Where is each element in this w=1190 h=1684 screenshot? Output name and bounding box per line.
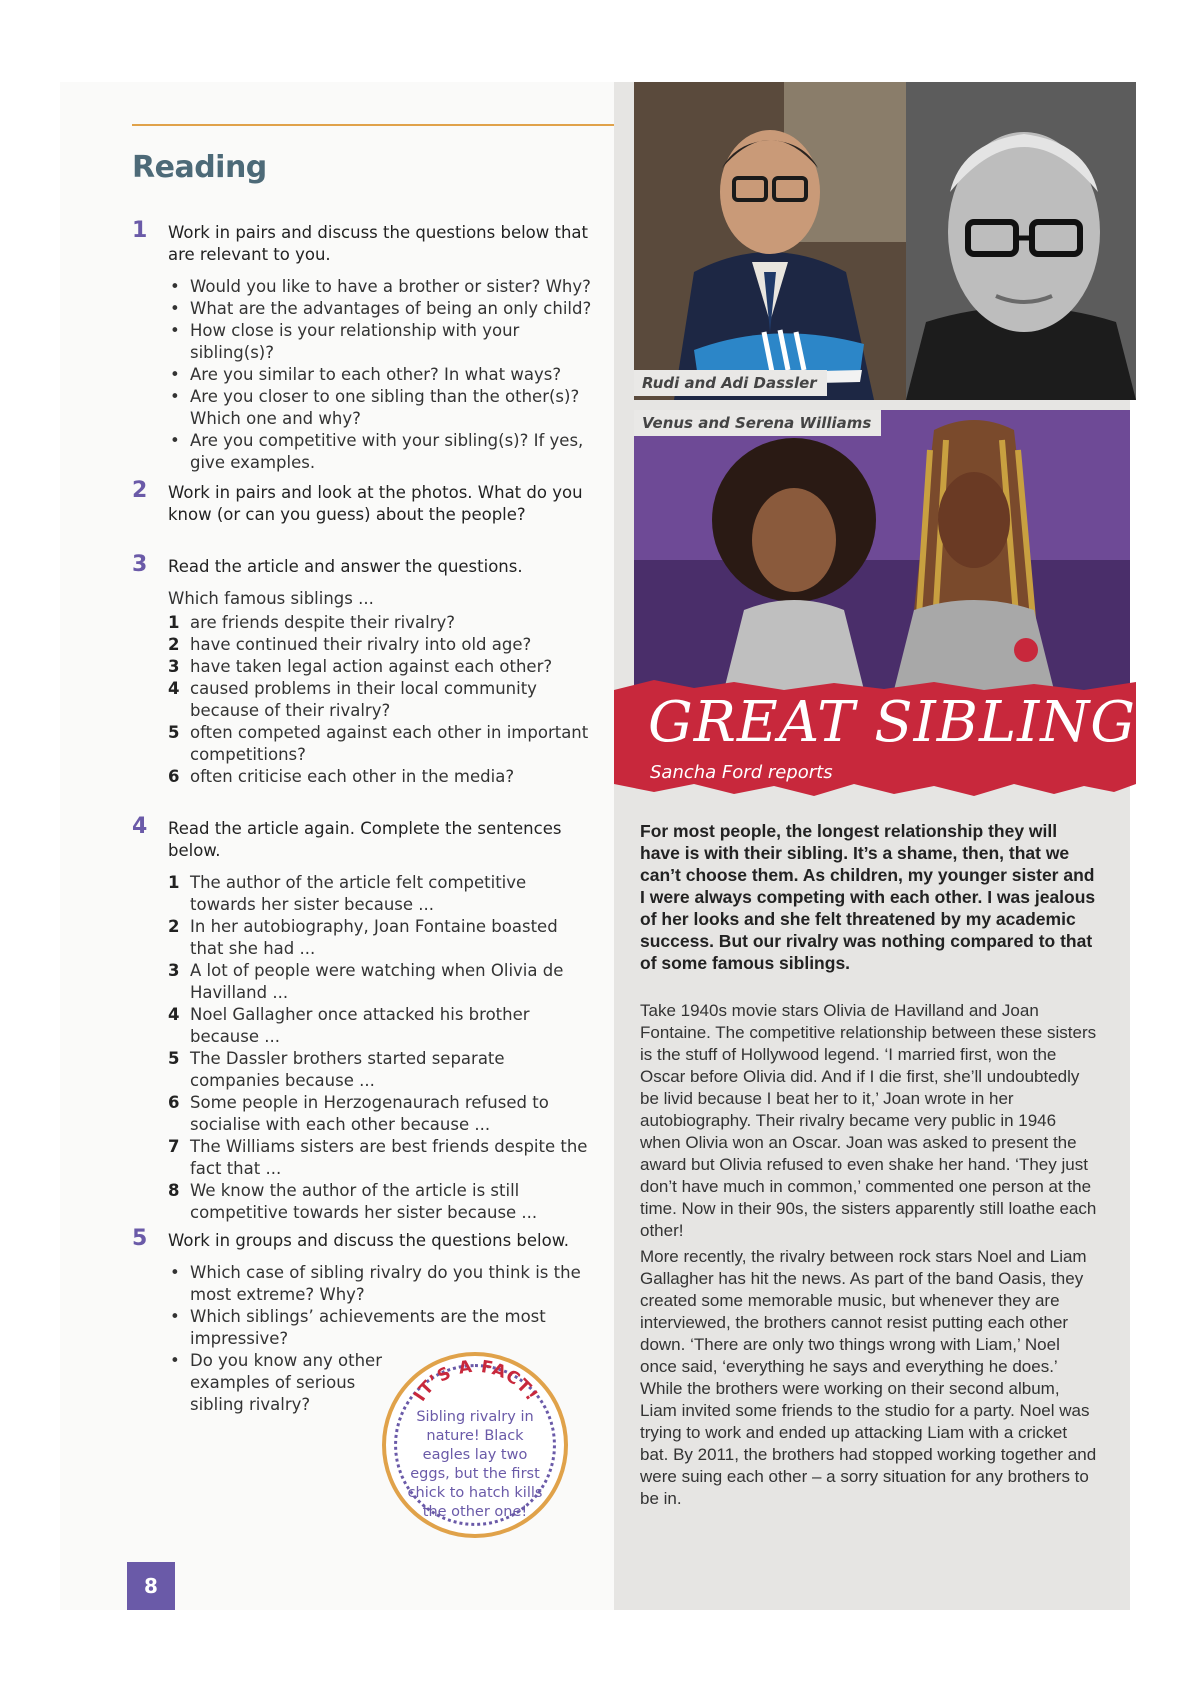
list-item: 1 are friends despite their rivalry? bbox=[168, 613, 455, 632]
list-item: • Are you competitive with your sibling(s)? If yes, give examples. bbox=[168, 430, 592, 474]
task-2 bbox=[132, 478, 592, 526]
list-item: • Which case of sibling rivalry do you think is the most extreme? Why? bbox=[168, 1262, 592, 1306]
photo-caption: Venus and Serena Williams bbox=[634, 410, 881, 436]
numbered-list bbox=[168, 872, 592, 1224]
list-item: 4 caused problems in their local community because of their rivalry? bbox=[168, 679, 537, 720]
list-item: • Would you like to have a brother or sister? Why? bbox=[168, 276, 592, 298]
page-number: 8 bbox=[127, 1562, 175, 1610]
section-title: Reading bbox=[132, 150, 267, 185]
svg-text:IT’S A FACT!: IT’S A FACT! bbox=[410, 1356, 542, 1406]
list-item: 1 The author of the article felt competitive towards her sister because ... bbox=[168, 873, 527, 914]
numbered-list bbox=[168, 612, 592, 788]
list-item: 8 We know the author of the article is still competitive towards her sister because ... bbox=[168, 1181, 538, 1222]
list-item: 7 The Williams sisters are best friends despite the fact that ... bbox=[168, 1137, 588, 1178]
article-paragraph: More recently, the rivalry between rock stars Noel and Liam Gallagher has hit the news. As part of the band Oasis, they created some memorable music, but whenever they are interviewed, the brothers cannot resist putting each other down. ‘There are only two things wrong with Liam,’ Noel once said, ‘everything he says and everything he does.’ While the brothers were working on their second album, Liam invited some friends to the studio for a party. Noel was trying to work and ended up attacking Liam with a cricket bat. By 2011, the brothers had stopped working together and were suing each other – a sorry situation for any brothers to be in. bbox=[640, 1247, 1097, 1508]
list-item: 5 The Dassler brothers started separate companies because ... bbox=[168, 1049, 505, 1090]
task-heading: Work in pairs and look at the photos. What do you know (or can you guess) about the people? bbox=[168, 483, 583, 524]
task-heading: Work in groups and discuss the questions below. bbox=[168, 1231, 569, 1250]
list-item: 4 Noel Gallagher once attacked his brother because ... bbox=[168, 1005, 530, 1046]
list-item: 2 In her autobiography, Joan Fontaine boasted that she had ... bbox=[168, 917, 558, 958]
list-item: • How close is your relationship with your sibling(s)? bbox=[168, 320, 592, 364]
article-paragraph: Take 1940s movie stars Olivia de Havilland and Joan Fontaine. The competitive relationship between these sisters is the stuff of Hollywood legend. ‘I married first, won the Oscar before Olivia did. And if I die first, she’ll undoubtedly be livid because I beat her to it,’ Joan wrote in her autobiography. Their rivalry became very public in 1946 when Olivia won an Oscar. Joan was asked to present the award but Olivia refused to even shake her hand. ‘They just don’t have much in common,’ commented one person at the time. Now in their 90s, the sisters apparently still loathe each other! bbox=[640, 1001, 1097, 1240]
task-1 bbox=[132, 218, 592, 474]
list-item: • Are you similar to each other? In what ways? bbox=[168, 364, 592, 386]
task-number: 5 bbox=[132, 1226, 148, 1251]
list-item: • Do you know any other examples of serious sibling rivalry? bbox=[168, 1350, 388, 1416]
task-heading: Read the article and answer the questions. bbox=[168, 557, 523, 576]
list-item: • Are you closer to one sibling than the other(s)? Which one and why? bbox=[168, 386, 592, 430]
task-heading: Work in pairs and discuss the questions below that are relevant to you. bbox=[168, 223, 589, 264]
task-number: 1 bbox=[132, 218, 148, 243]
photo-caption: Rudi and Adi Dassler bbox=[634, 370, 827, 396]
list-item: 2 have continued their rivalry into old age? bbox=[168, 635, 532, 654]
task-4 bbox=[132, 814, 592, 1224]
article-title: GREAT SIBLING bbox=[648, 690, 1136, 755]
list-item: • What are the advantages of being an only child? bbox=[168, 298, 592, 320]
fact-text: Sibling rivalry in nature! Black eagles lay two eggs, but the first chick to hatch kills the other one! bbox=[407, 1409, 543, 1520]
photo-illustration bbox=[634, 82, 906, 400]
article-byline: Sancha Ford reports bbox=[650, 762, 833, 783]
photo-dassler-left bbox=[634, 82, 906, 400]
task-number: 3 bbox=[132, 552, 148, 577]
task-number: 4 bbox=[132, 814, 148, 839]
list-item: 6 Some people in Herzogenaurach refused to socialise with each other because ... bbox=[168, 1093, 549, 1134]
list-item: 3 have taken legal action against each other? bbox=[168, 657, 553, 676]
list-item: • Which siblings’ achievements are the most impressive? bbox=[168, 1306, 592, 1350]
task-number: 2 bbox=[132, 478, 148, 503]
bullet-list bbox=[168, 276, 592, 474]
task-heading: Read the article again. Complete the sentences below. bbox=[168, 819, 562, 860]
photo-illustration bbox=[906, 82, 1136, 400]
list-item: 3 A lot of people were watching when Olivia de Havilland ... bbox=[168, 961, 564, 1002]
article-intro: For most people, the longest relationship they will have is with their sibling. It’s a shame, then, that we can’t choose them. As children, my younger sister and I were always competing with each other. I was jealous of her looks and she felt threatened by my academic success. But our rivalry was nothing compared to that of some famous siblings. bbox=[640, 821, 1096, 973]
photo-dassler-right bbox=[906, 82, 1136, 400]
photo-illustration bbox=[634, 410, 1130, 690]
fact-badge bbox=[382, 1352, 568, 1538]
photo-williams bbox=[634, 410, 1130, 690]
task-intro: Which famous siblings ... bbox=[168, 589, 374, 608]
list-item: 6 often criticise each other in the media? bbox=[168, 767, 515, 786]
task-3 bbox=[132, 552, 592, 788]
top-rule bbox=[132, 124, 614, 126]
list-item: 5 often competed against each other in important competitions? bbox=[168, 723, 589, 764]
